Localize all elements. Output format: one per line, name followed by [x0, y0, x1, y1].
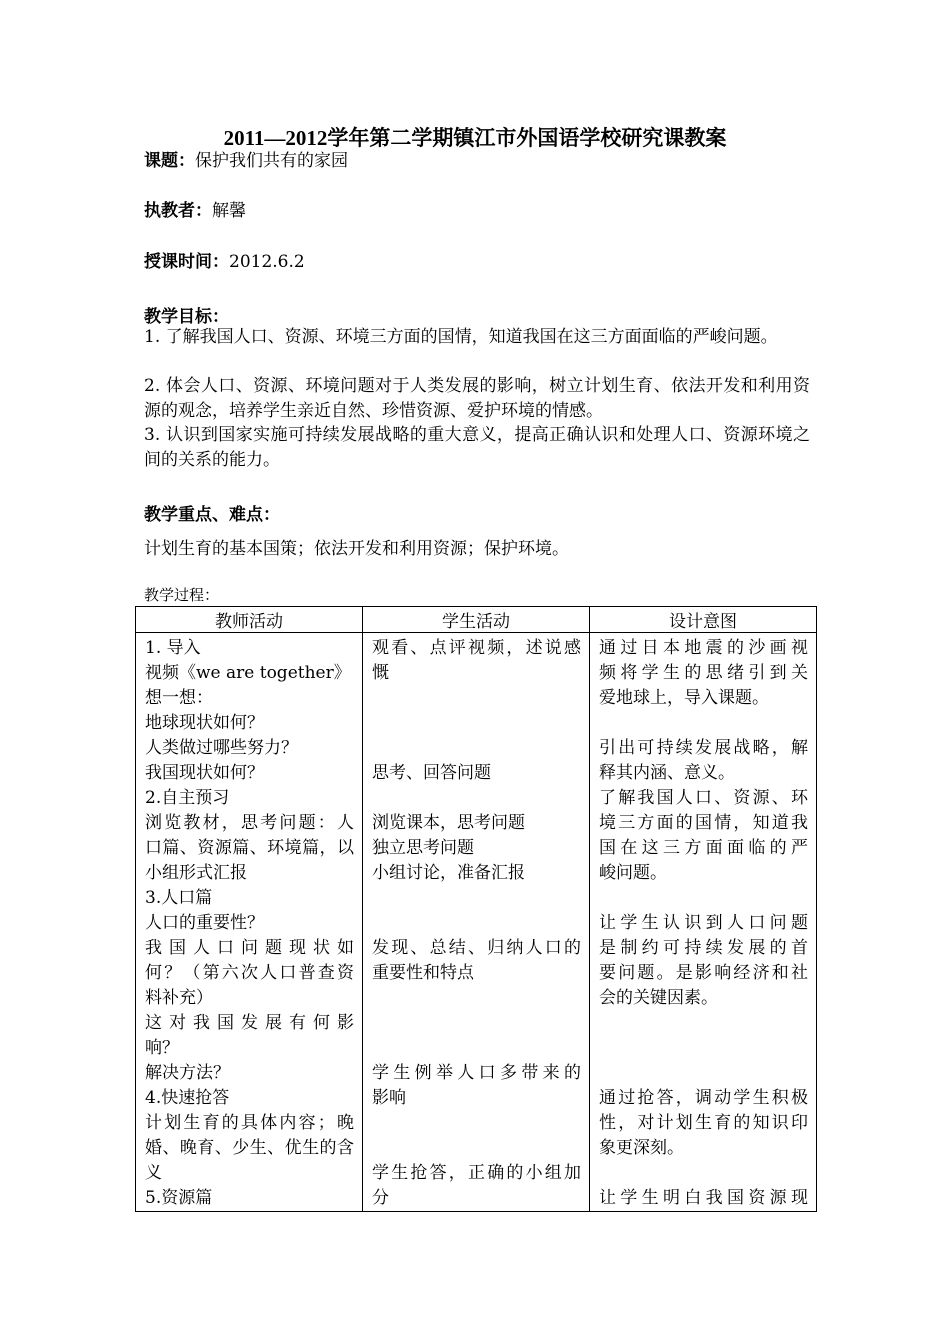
teacher-field — [144, 199, 246, 223]
table-header-row — [136, 607, 817, 633]
design-line: 让学生明白我国资源现 — [599, 1188, 808, 1208]
student-line: 思考、回答问题 — [372, 763, 491, 783]
header-teacher-activity: 教师活动 — [136, 607, 363, 633]
teacher-label: 执教者： — [144, 201, 212, 221]
design-line: 国在这三方面面临的严 — [599, 838, 808, 858]
student-activity-cell — [363, 633, 590, 1212]
date-field — [144, 250, 305, 274]
header-student-activity: 学生活动 — [363, 607, 590, 633]
teacher-line: 这对我国发展有何影 — [145, 1013, 354, 1033]
teacher-line: 响？ — [145, 1038, 179, 1058]
document-title: 2011—2012学年第二学期镇江市外国语学校研究课教案 — [223, 126, 727, 150]
process-label: 教学过程： — [144, 586, 220, 604]
key-points-heading: 教学重点、难点： — [144, 505, 280, 525]
teacher-value: 解馨 — [212, 201, 246, 221]
process-table — [135, 606, 817, 1212]
design-line: 了解我国人口、资源、环 — [599, 788, 808, 808]
design-line: 通过日本地震的沙画视 — [599, 638, 808, 658]
teacher-line: 义 — [145, 1163, 162, 1183]
design-line: 峻问题。 — [599, 863, 667, 883]
design-line: 释其内涵、意义。 — [599, 763, 735, 783]
design-line: 爱地球上，导入课题。 — [599, 688, 769, 708]
teacher-line: 2.自主预习 — [145, 788, 230, 808]
teacher-line: 视频《we are together》 — [145, 663, 351, 683]
design-line: 会的关键因素。 — [599, 988, 718, 1008]
student-line: 影响 — [372, 1088, 406, 1108]
topic-label: 课题： — [144, 151, 195, 171]
design-line: 频将学生的思绪引到关 — [599, 663, 808, 683]
student-line: 学生例举人口多带来的 — [372, 1063, 581, 1083]
teacher-line: 人口的重要性？ — [145, 913, 264, 933]
teacher-line: 口篇、资源篇、环境篇，以 — [145, 838, 354, 858]
design-line: 性，对计划生育的知识印 — [599, 1113, 808, 1133]
teacher-line: 何？（第六次人口普查资 — [145, 963, 354, 983]
teacher-line: 3.人口篇 — [145, 888, 213, 908]
date-label: 授课时间： — [144, 252, 229, 272]
key-points-text: 计划生育的基本国策；依法开发和利用资源；保护环境。 — [144, 539, 569, 559]
teacher-activity-cell — [136, 633, 363, 1212]
design-line: 让学生认识到人口问题 — [599, 913, 808, 933]
teacher-line: 地球现状如何？ — [145, 713, 264, 733]
topic-value: 保护我们共有的家园 — [195, 151, 348, 171]
design-line: 要问题。是影响经济和社 — [599, 963, 808, 983]
objective-item-1: 1. 了解我国人口、资源、环境三方面的国情，知道我国在这三方面面临的严峻问题。 — [144, 327, 778, 347]
objective-item-3: 3. 认识到国家实施可持续发展战略的重大意义，提高正确认识和处理人口、资源环境之间的关系的能力。 — [144, 425, 810, 470]
design-line: 通过抢答，调动学生积极 — [599, 1088, 808, 1108]
teacher-line: 我国现状如何？ — [145, 763, 264, 783]
header-design-intent: 设计意图 — [590, 607, 817, 633]
student-line: 观看、点评视频，述说感 — [372, 638, 581, 658]
teacher-line: 小组形式汇报 — [145, 863, 247, 883]
design-line: 是制约可持续发展的首 — [599, 938, 808, 958]
objectives-heading: 教学目标： — [144, 307, 229, 327]
teacher-line: 料补充） — [145, 988, 213, 1008]
teacher-line: 1. 导入 — [145, 638, 201, 658]
teacher-line: 5.资源篇 — [145, 1188, 213, 1208]
teacher-line: 解决方法？ — [145, 1063, 230, 1083]
student-line: 浏览课本，思考问题 — [372, 813, 525, 833]
student-line: 重要性和特点 — [372, 963, 474, 983]
table-row — [136, 633, 817, 1212]
student-line: 学生抢答，正确的小组加 — [372, 1163, 581, 1183]
student-line: 独立思考问题 — [372, 838, 474, 858]
teacher-line: 4.快速抢答 — [145, 1088, 230, 1108]
design-line: 境三方面的国情，知道我 — [599, 813, 808, 833]
objective-item-2: 2. 体会人口、资源、环境问题对于人类发展的影响，树立计划生育、依法开发和利用资源的观念，培养学生亲近自然、珍惜资源、爱护环境的情感。 — [144, 376, 810, 421]
teacher-line: 想一想： — [145, 688, 213, 708]
teacher-line: 计划生育的具体内容；晚 — [145, 1113, 354, 1133]
student-line: 发现、总结、归纳人口的 — [372, 938, 581, 958]
teacher-line: 我国人口问题现状如 — [145, 938, 354, 958]
date-value: 2012.6.2 — [229, 252, 305, 272]
student-line: 小组讨论，准备汇报 — [372, 863, 525, 883]
teacher-line: 婚、晚育、少生、优生的含 — [145, 1138, 354, 1158]
design-line: 象更深刻。 — [599, 1138, 684, 1158]
student-line: 分 — [372, 1188, 389, 1208]
topic-field — [144, 149, 348, 173]
teacher-line: 浏览教材，思考问题：人 — [145, 813, 354, 833]
design-line: 引出可持续发展战略，解 — [599, 738, 808, 758]
teacher-line: 人类做过哪些努力？ — [145, 738, 298, 758]
design-intent-cell — [590, 633, 817, 1212]
student-line: 慨 — [372, 663, 389, 683]
